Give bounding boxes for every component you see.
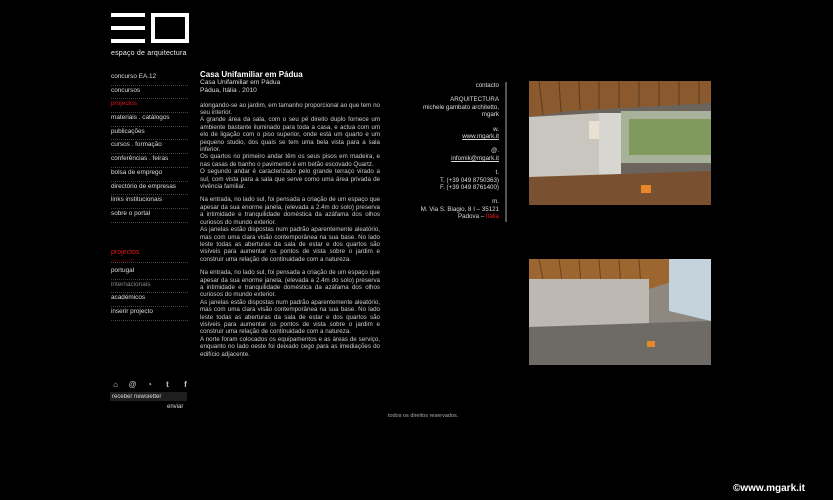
nav-item[interactable]: conferências . feiras — [111, 154, 188, 168]
website-link[interactable]: www.mgark.it — [462, 133, 499, 141]
nav-item[interactable]: links institucionais — [111, 195, 188, 209]
city: Padova – — [458, 213, 486, 221]
article — [200, 70, 380, 358]
address-city — [404, 213, 499, 220]
main-nav — [111, 72, 188, 223]
social-links — [111, 380, 191, 390]
nav-item[interactable]: inserir projecto — [111, 307, 188, 321]
nav-section-title: projectos — [111, 249, 140, 256]
address-label: m. — [492, 198, 499, 206]
contact-heading: contacto — [475, 82, 499, 89]
nav-item[interactable]: portugal — [111, 266, 188, 280]
nav-item[interactable]: concursos — [111, 86, 188, 100]
address-line: M. Via S. Biagio, 8 I – 35121 — [420, 205, 499, 213]
site-tagline: espaço de arquitectura — [111, 50, 187, 57]
newsletter-input[interactable] — [110, 392, 187, 401]
contact-company-line3: mgark — [481, 111, 499, 119]
nav-item[interactable]: directório de empresas — [111, 182, 188, 196]
sub-nav — [111, 266, 188, 321]
email-label: @. — [490, 147, 499, 155]
nav-item[interactable]: projectos — [111, 99, 188, 113]
home-icon[interactable]: ⌂ — [113, 380, 118, 389]
article-location: Pádua, Itália . 2010 — [200, 86, 257, 94]
article-paragraph: alongando-se ao jardim, em tamanho proporcional ao que tem no seu interior. A grande área da sala, com o seu pé direito duplo fornece um ambiente bastante iluminado para toda a casa, e actua com um elo de ligação com o piso superior, onde está um quarto e um pequeno studio, dos quais se tem uma bela vista para a sala inferior. Os quartos no primeiro andar têm os seus pisos em madeira, e nas casas de banho o pavimento é em betão escovado Quartz. O segundo andar é caracterizado pelo grande terraço virado a sul, com vista para a sala que serve como uma área privada de vivência familiar. — [200, 101, 380, 191]
watermark: ©www.mgark.it — [733, 483, 806, 494]
phone-number: T. (+39 049 8750363) — [440, 176, 499, 184]
country-link[interactable]: Itália — [485, 213, 499, 221]
contact-company-line2: michele gambato architetto, — [422, 103, 499, 111]
nav-item[interactable]: bolsa de emprego — [111, 168, 188, 182]
article-paragraph: Na entrada, no lado sul, foi pensada a criação de um espaço que apesar da sua enorme janela, (elevada a 2.4m do solo) preserva a intimidade e tranquilidade doméstica da azáfama dos olhos curiosos do mundo exterior. As janelas estão dispostas num padrão aparentemente aleatório, mas com uma clara visão contemporânea na sua base. No lado leste todas as aberturas da sala de estar e dos quartos são visíveis para aumentar os pontos de vista sobre o jardim e construir uma relação de continuidade com a natureza. A norte foram colocados os equipamentos e as áreas de serviço, enquanto no lado oeste foi deixado cego para as imediações do edifício adjacente. — [200, 269, 380, 358]
facebook-icon[interactable]: f — [184, 380, 187, 389]
email-link[interactable]: infomik@mgark.it — [451, 154, 499, 162]
article-subtitle: Casa Unifamiliar em Pádua — [200, 79, 281, 86]
rss-icon[interactable]: ◔ — [147, 380, 152, 389]
nav-item[interactable]: cursos . formação — [111, 140, 188, 154]
nav-item[interactable]: concurso EA.12 — [111, 72, 188, 86]
article-paragraph: Na entrada, no lado sul, foi pensada a criação de um espaço que apesar da sua enorme janela, (elevada a 2.4m do solo) preserva a intimidade e tranquilidade doméstica da azáfama dos olhos curiosos do mundo exterior. As janelas estão dispostas num padrão aparentemente aleatório, mas com uma clara visão contemporânea na sua base. No lado leste todas as aberturas da sala de estar e dos quartos são visíveis para aumentar os pontos de vista sobre o jardim e construir uma relação de continuidade com a natureza. — [200, 196, 380, 263]
nav-item[interactable]: académicos — [111, 293, 188, 307]
contact-panel — [404, 82, 499, 221]
nav-section-heading — [111, 249, 188, 263]
website-label: w. — [493, 125, 499, 133]
fax-number: F. (+39 049 8761400) — [440, 184, 499, 192]
project-photo[interactable] — [529, 81, 711, 205]
project-photo[interactable] — [529, 259, 711, 365]
nav-item[interactable]: sobre o portal — [111, 209, 188, 223]
article-title: Casa Unifamiliar em Pádua — [200, 70, 303, 79]
tumblr-icon[interactable]: t — [166, 380, 169, 389]
site-logo[interactable] — [111, 13, 189, 43]
phone-label: t. — [495, 169, 499, 177]
contact-company: ARQUITECTURA — [450, 96, 499, 104]
nav-item[interactable]: internacionais — [111, 280, 188, 294]
nav-section-sub: internacional — [111, 258, 134, 263]
nav-item[interactable]: materiais . catálogos — [111, 113, 188, 127]
email-icon[interactable]: @ — [128, 380, 137, 389]
footer-copyright: todos os direitos reservados. — [388, 413, 459, 419]
eo-logo-icon — [111, 13, 189, 43]
newsletter-send-button[interactable]: enviar — [167, 404, 184, 410]
nav-item[interactable]: publicações — [111, 127, 188, 141]
scrollbar[interactable] — [505, 82, 507, 222]
